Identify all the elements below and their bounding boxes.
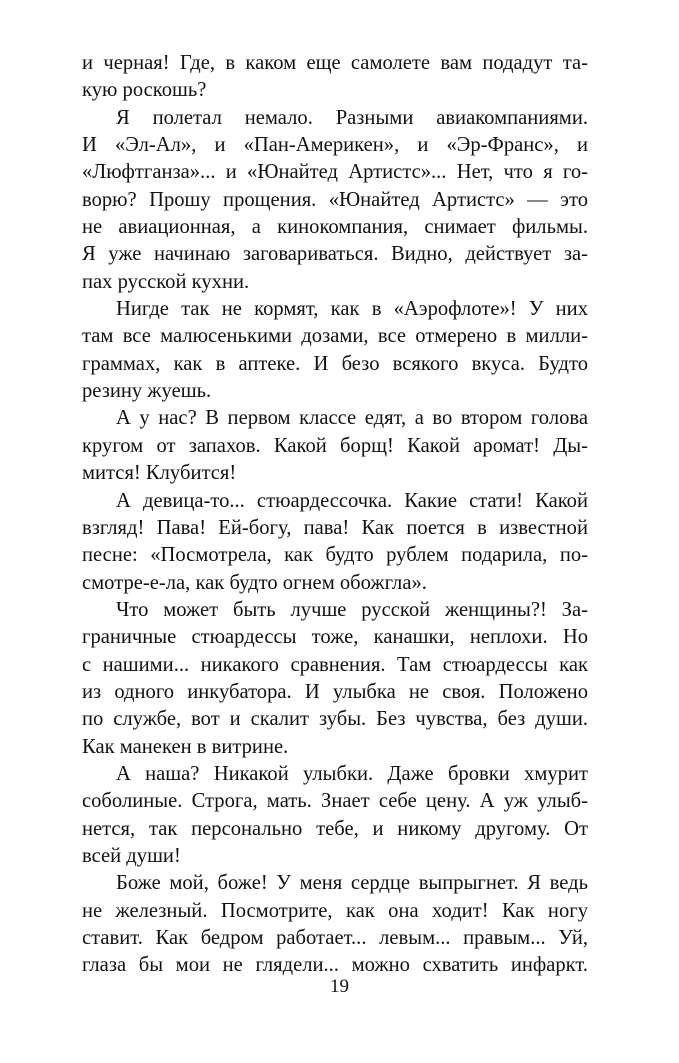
- text-line: и черная! Где, в каком еще самолете вам подадут та-: [82, 52, 588, 74]
- text-line: Я полетал немало. Разными авиакомпаниями.: [116, 106, 588, 129]
- text-line: резину жуешь.: [82, 380, 212, 403]
- text-line: А наша? Никакой улыбки. Даже бровки хмурит: [116, 762, 588, 785]
- text-line: А у нас? В первом классе едят, а во втором голова: [116, 407, 588, 430]
- text-line: Что может быть лучше русской женщины?! За-: [116, 598, 588, 621]
- text-line: нется, так персонально тебе, и никому другому. От: [82, 817, 588, 840]
- text-line: пах русской кухни.: [82, 270, 250, 293]
- text-line: ставит. Как бедром работает... левым... правым... Уй,: [82, 927, 588, 949]
- text-line: песне: «Посмотрела, как будто рублем подарила, по-: [82, 544, 588, 567]
- text-line: граничные стюардессы тоже, канашки, неплохи. Но: [82, 626, 588, 649]
- text-line: ворю? Прошу прощения. «Юнайтед Артистс» — это: [82, 188, 588, 211]
- text-line: Боже мой, боже! У меня сердце выпрыгнет. Я ведь: [116, 872, 588, 895]
- text-line: А девица-то... стюардессочка. Какие стати! Какой: [116, 489, 588, 512]
- text-line: глаза бы мои не глядели... можно схватить инфаркт.: [82, 954, 588, 977]
- text-line: кругом от запахов. Какой борщ! Какой аромат! Ды-: [82, 434, 588, 457]
- text-line: Я уже начинаю заговариваться. Видно, действует за-: [82, 243, 588, 266]
- text-line: соболиные. Строга, мать. Знает себе цену. А уж улыб-: [82, 790, 588, 813]
- body-text: [82, 50, 588, 980]
- text-line: «Люфтганза»... и «Юнайтед Артистс»... Нет, что я го-: [82, 161, 588, 184]
- page-number: 19: [330, 976, 349, 997]
- text-line: кую роскошь?: [82, 79, 207, 102]
- text-line: И «Эл-Ал», и «Пан-Америкен», и «Эр-Франс», и: [82, 134, 588, 157]
- text-line: взгляд! Пава! Ей-богу, пава! Как поется в известной: [82, 516, 588, 539]
- text-line: Нигде так не кормят, как в «Аэрофлоте»! У них: [116, 298, 588, 321]
- text-line: не авиационная, а кинокомпания, снимает фильмы.: [82, 216, 588, 239]
- text-line: с нашими... никакого сравнения. Там стюардессы как: [82, 653, 588, 676]
- text-line: не железный. Посмотрите, как она ходит! Как ногу: [82, 899, 588, 922]
- text-line: по службе, вот и скалит зубы. Без чувства, без души.: [82, 708, 588, 731]
- text-line: всей души!: [82, 844, 181, 867]
- text-line: смотре-е-ла, как будто огнем обожгла».: [82, 571, 427, 594]
- text-line: граммах, как в аптеке. И безо всякого вкуса. Будто: [82, 352, 588, 375]
- text-line: Как манекен в витрине.: [82, 735, 289, 758]
- text-line: мится! Клубится!: [82, 462, 237, 485]
- text-line: там все малюсенькими дозами, все отмерено в милли-: [82, 325, 588, 348]
- text-line: из одного инкубатора. И улыбка не своя. Положено: [82, 680, 588, 703]
